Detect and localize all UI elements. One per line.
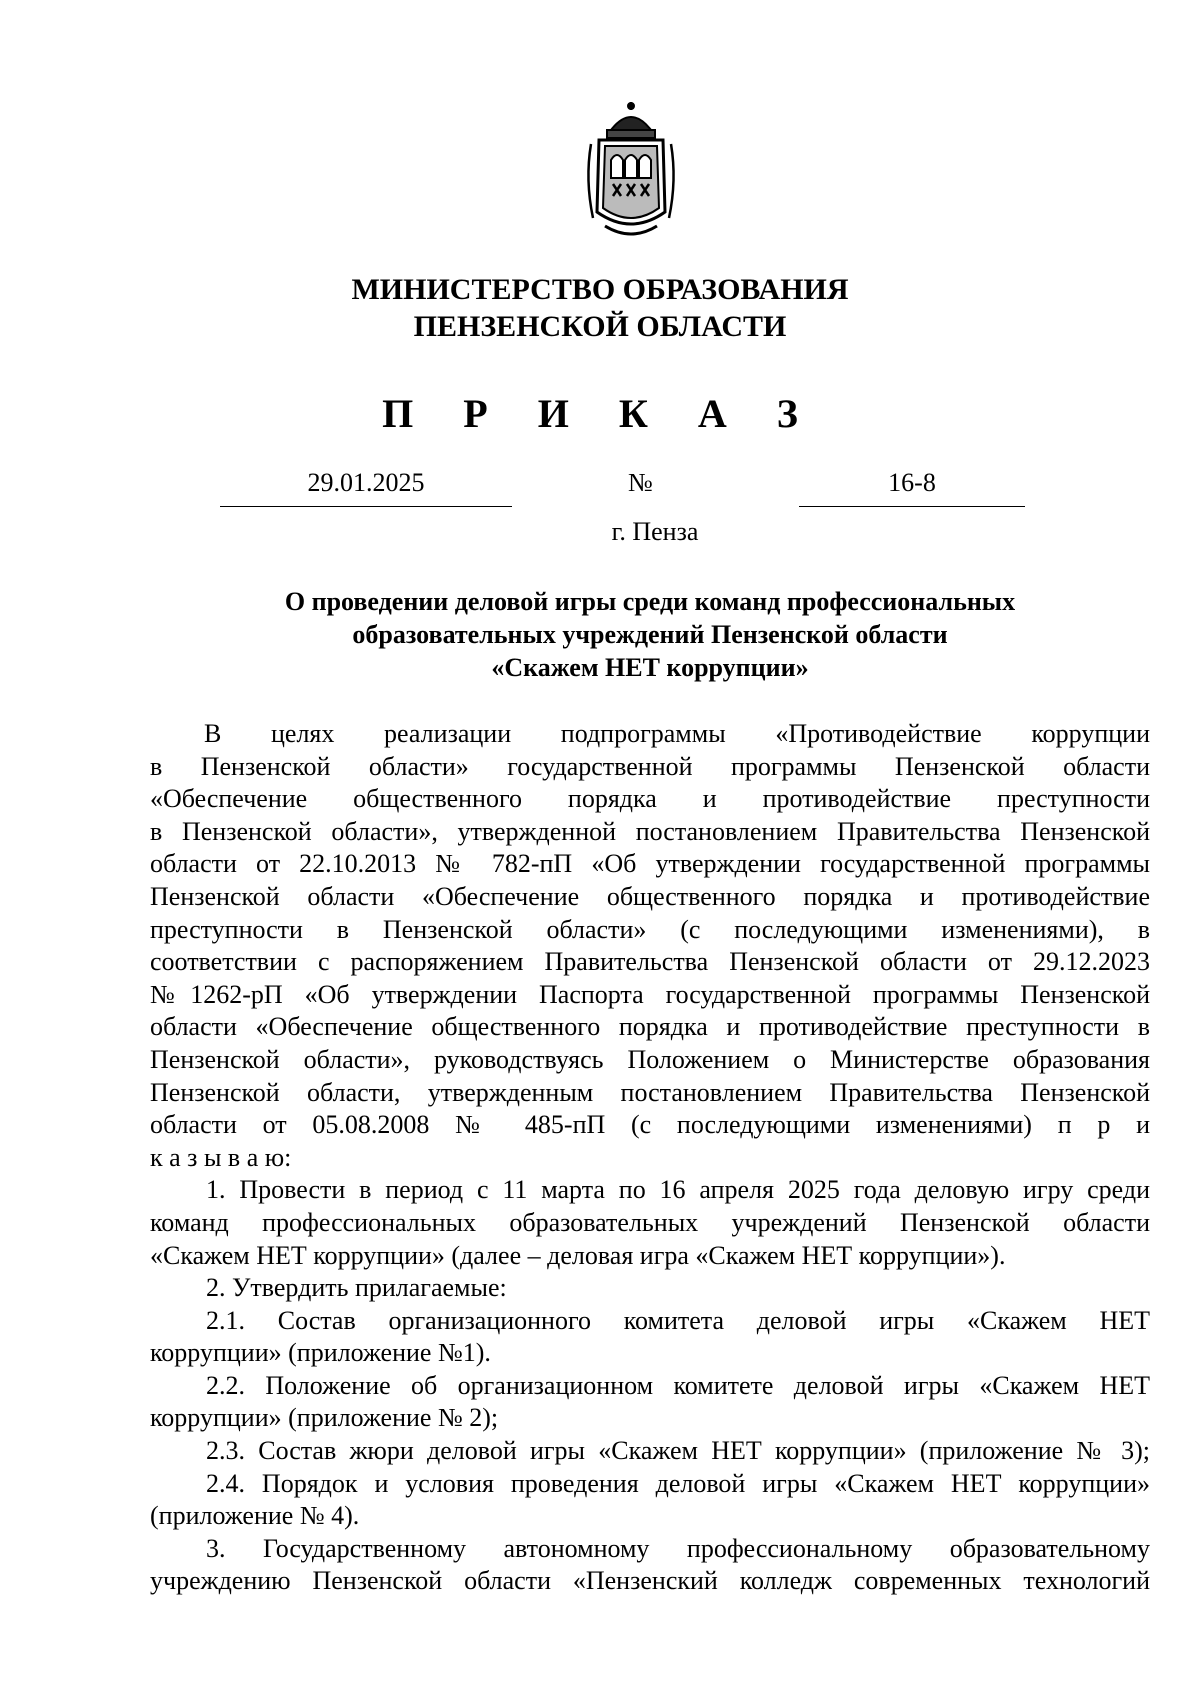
body-line: 2. Утвердить прилагаемые: bbox=[206, 1273, 507, 1303]
body-line: к а з ы в а ю: bbox=[150, 1142, 292, 1172]
date-underline bbox=[220, 506, 512, 507]
order-number: 16-8 bbox=[888, 468, 936, 497]
body-line: 2.2. Положение об организационном комитете деловой игры «Скажем НЕТ bbox=[206, 1370, 1150, 1400]
body-line: В целях реализации подпрограммы «Противодействие коррупции bbox=[204, 719, 1150, 748]
body-line: соответствии с распоряжением Правительства Пензенской области от 29.12.2023 bbox=[150, 947, 1150, 977]
body-line: 2.1. Состав организационного комитета деловой игры «Скажем НЕТ bbox=[206, 1305, 1150, 1335]
body-line: коррупции» (приложение №1). bbox=[150, 1338, 491, 1368]
body-line: области от 22.10.2013 № 782-пП «Об утверждении государственной программы bbox=[150, 849, 1150, 879]
document-type-title: П Р И К А З bbox=[382, 391, 818, 436]
body-line: коррупции» (приложение № 2); bbox=[150, 1403, 499, 1433]
body-line: учреждению Пензенской области «Пензенский колледж современных технологий bbox=[150, 1566, 1150, 1596]
body-line: Пензенской области», руководствуясь Положением о Министерстве образования bbox=[150, 1044, 1150, 1074]
subject-line2: образовательных учреждений Пензенской области bbox=[352, 620, 948, 649]
body-line: области от 05.08.2008 № 485-пП (с последующими изменениями) п р и bbox=[150, 1110, 1150, 1140]
body-line: «Скажем НЕТ коррупции» (далее – деловая игра «Скажем НЕТ коррупции»). bbox=[150, 1240, 1006, 1270]
body-line: Пензенской области «Обеспечение общественного порядка и противодействие bbox=[150, 881, 1150, 911]
body-line: команд профессиональных образовательных учреждений Пензенской области bbox=[150, 1207, 1150, 1237]
number-sign: № bbox=[628, 468, 653, 497]
subject-line1: О проведении деловой игры среди команд профессиональных bbox=[284, 587, 1016, 616]
body-line: 1. Провести в период с 11 марта по 16 апреля 2025 года деловую игру среди bbox=[206, 1175, 1150, 1205]
subject-line3: «Скажем НЕТ коррупции» bbox=[491, 653, 809, 682]
ministry-name-line2: ПЕНЗЕНСКОЙ ОБЛАСТИ bbox=[413, 310, 787, 343]
body-line: «Обеспечение общественного порядка и противодействие преступности bbox=[150, 784, 1150, 814]
ministry-name-line1: МИНИСТЕРСТВО ОБРАЗОВАНИЯ bbox=[351, 273, 849, 306]
body-line: в Пензенской области» государственной программы Пензенской области bbox=[150, 751, 1150, 781]
coat-of-arms-emblem bbox=[581, 100, 681, 240]
body-line: №1262-рП «Об утверждении Паспорта государственной программы Пензенской bbox=[150, 979, 1150, 1009]
body-line: 2.3. Состав жюри деловой игры «Скажем НЕТ коррупции» (приложение № 3); bbox=[206, 1436, 1150, 1466]
body-line: в Пензенской области», утвержденной постановлением Правительства Пензенской bbox=[150, 816, 1150, 846]
body-line: 3. Государственному автономному профессиональному образовательному bbox=[206, 1533, 1150, 1563]
body-line: области «Обеспечение общественного порядка и противодействие преступности в bbox=[150, 1012, 1150, 1042]
order-date: 29.01.2025 bbox=[307, 468, 425, 497]
order-body bbox=[150, 718, 1150, 1598]
city: г. Пенза bbox=[611, 517, 699, 546]
body-line: (приложение № 4). bbox=[150, 1501, 360, 1531]
body-line: преступности в Пензенской области» (с последующими изменениями), в bbox=[150, 914, 1150, 944]
body-line: Пензенской области, утвержденным постановлением Правительства Пензенской bbox=[150, 1077, 1150, 1107]
body-line: 2.4. Порядок и условия проведения деловой игры «Скажем НЕТ коррупции» bbox=[206, 1468, 1150, 1498]
number-underline bbox=[799, 506, 1025, 507]
order-subject bbox=[150, 585, 1150, 684]
